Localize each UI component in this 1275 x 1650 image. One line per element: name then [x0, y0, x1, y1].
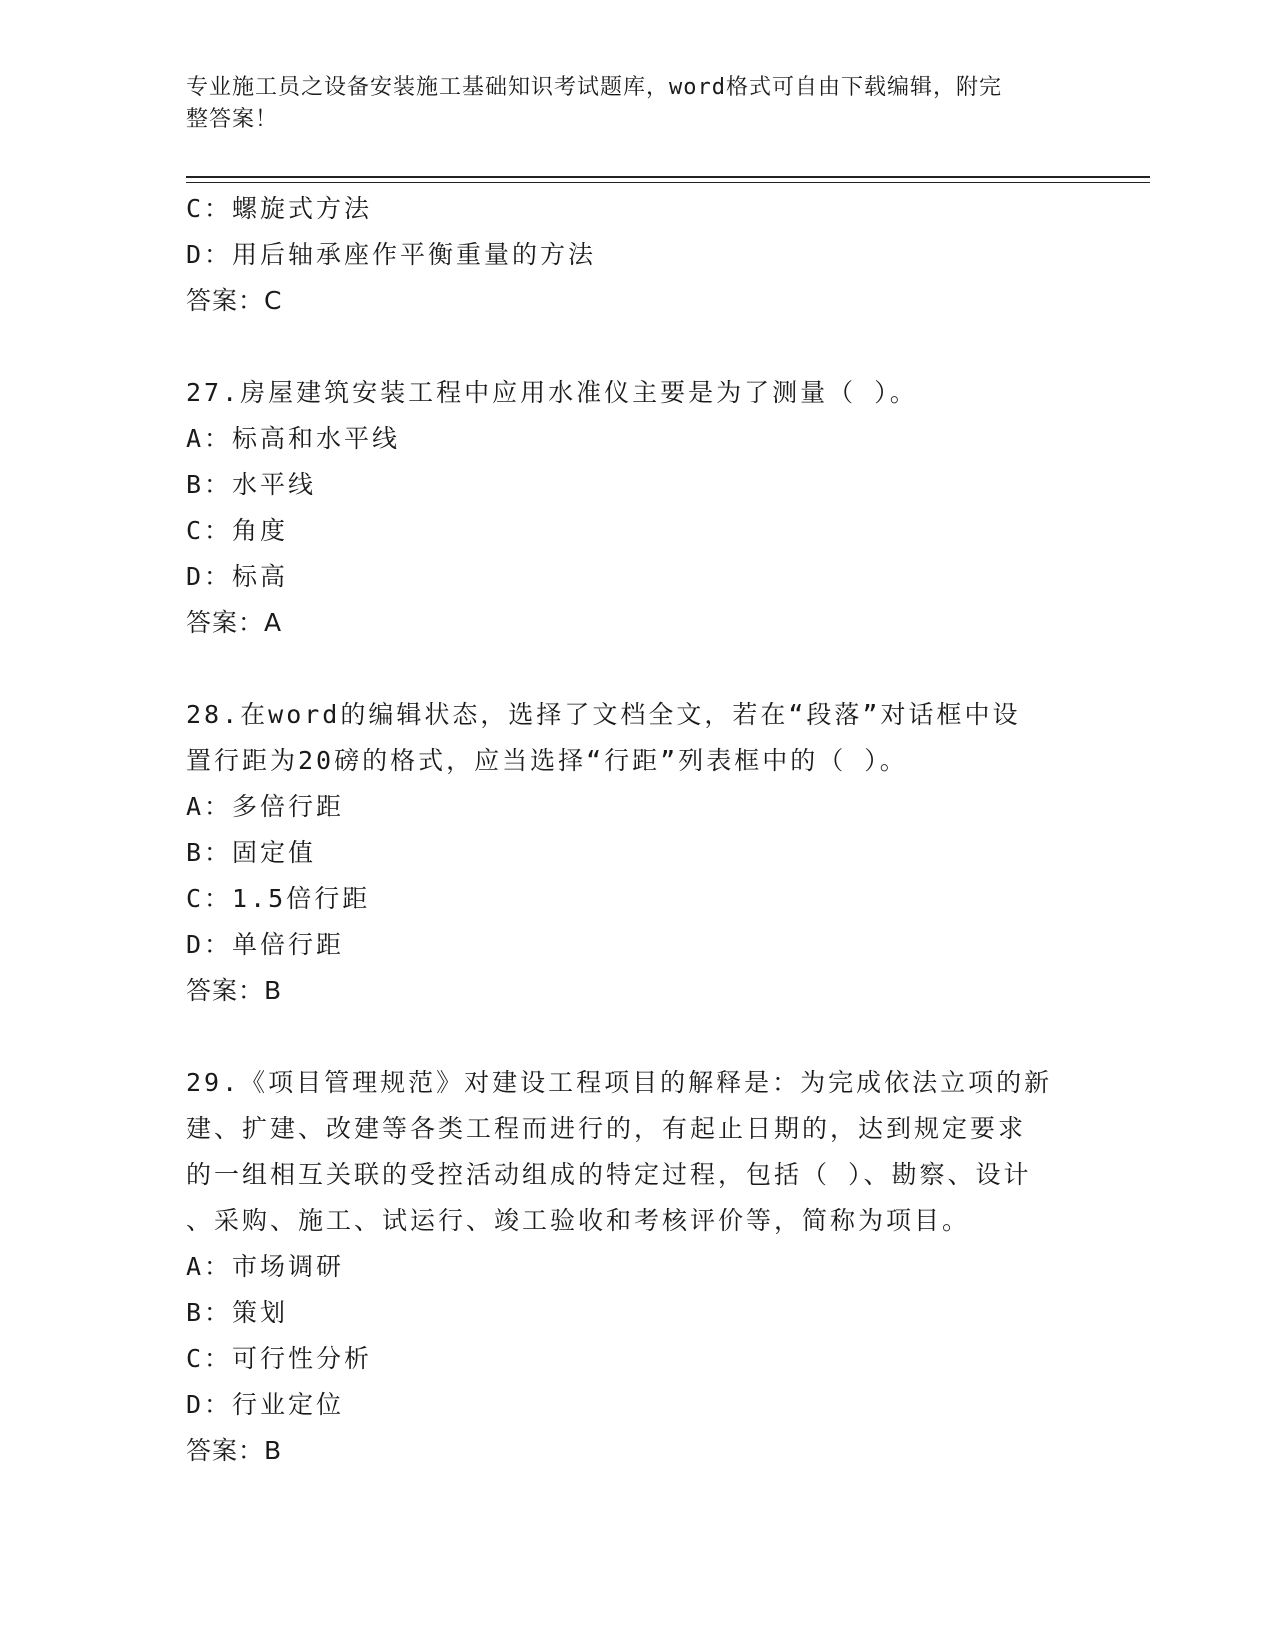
q28-answer: 答案：B [186, 976, 283, 1005]
question-28 [186, 692, 1086, 1014]
q28-option-c: C：1.5倍行距 [186, 884, 371, 913]
question-29 [186, 1060, 1086, 1474]
q26-option-c: C：螺旋式方法 [186, 194, 373, 223]
q26-answer: 答案：C [186, 286, 283, 315]
q28-option-a: A：多倍行距 [186, 792, 345, 821]
q28-stem-line-1: 28.在word的编辑状态，选择了文档全文，若在“段落”对话框中设 [186, 700, 1021, 729]
q29-option-b: B：策划 [186, 1298, 289, 1327]
spacer [186, 646, 1086, 692]
q29-option-a: A：市场调研 [186, 1252, 345, 1281]
header-title-line-2: 整答案！ [186, 107, 279, 132]
q27-answer: 答案：A [186, 608, 283, 637]
q28-option-d: D：单倍行距 [186, 930, 345, 959]
q29-stem-line-1: 29.《项目管理规范》对建设工程项目的解释是：为完成依法立项的新 [186, 1068, 1053, 1097]
spacer [186, 324, 1086, 370]
document-header [186, 72, 1066, 136]
q29-option-d: D：行业定位 [186, 1390, 345, 1419]
q27-option-a: A：标高和水平线 [186, 424, 401, 453]
q29-stem-line-3: 的一组相互关联的受控活动组成的特定过程，包括（ ）、勘察、设计 [186, 1160, 1032, 1189]
q26-option-d: D：用后轴承座作平衡重量的方法 [186, 240, 597, 269]
header-divider-thick [186, 176, 1150, 178]
q27-stem: 27.房屋建筑安装工程中应用水准仪主要是为了测量（ ）。 [186, 378, 918, 407]
q29-option-c: C：可行性分析 [186, 1344, 373, 1373]
spacer [186, 1014, 1086, 1060]
question-26-continued [186, 186, 1086, 324]
q27-option-c: C：角度 [186, 516, 289, 545]
q27-option-b: B：水平线 [186, 470, 317, 499]
question-27 [186, 370, 1086, 646]
header-divider-thin [186, 182, 1150, 183]
q27-option-d: D：标高 [186, 562, 289, 591]
question-list [186, 186, 1086, 1474]
q28-option-b: B：固定值 [186, 838, 317, 867]
header-title-line-1: 专业施工员之设备安装施工基础知识考试题库，word格式可自由下载编辑，附完 [186, 75, 1002, 100]
q28-stem-line-2: 置行距为20磅的格式，应当选择“行距”列表框中的（ ）。 [186, 746, 908, 775]
q29-stem-line-4: 、采购、施工、试运行、竣工验收和考核评价等，简称为项目。 [186, 1206, 971, 1235]
q29-answer: 答案：B [186, 1436, 283, 1465]
q29-stem-line-2: 建、扩建、改建等各类工程而进行的，有起止日期的，达到规定要求 [186, 1114, 1027, 1143]
